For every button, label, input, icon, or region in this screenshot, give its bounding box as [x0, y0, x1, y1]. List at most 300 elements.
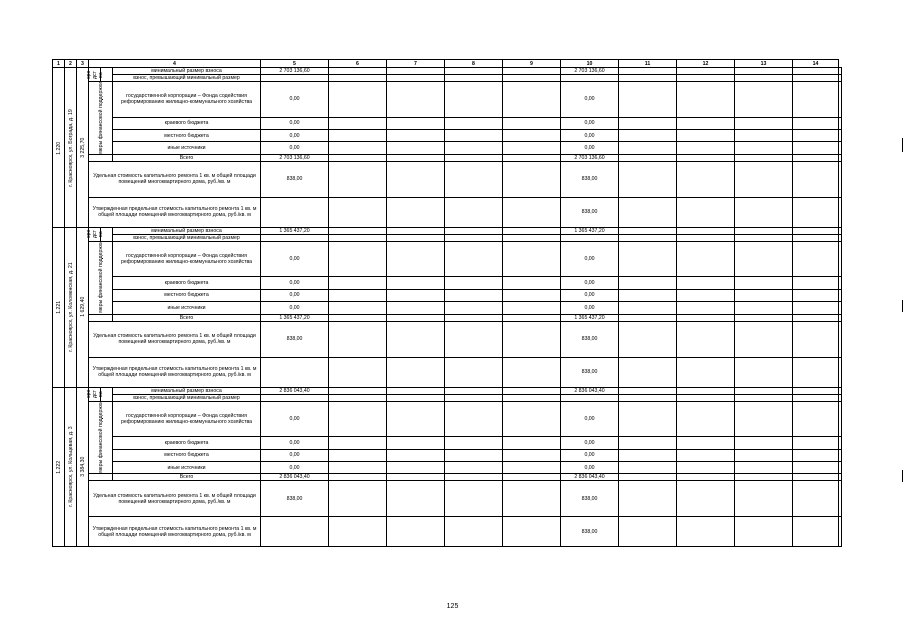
col-3-header: 3 — [77, 60, 89, 68]
value-unit-c10: 838,00 — [561, 481, 619, 517]
value-other-c5: 0,00 — [261, 461, 329, 473]
empty-cell — [619, 117, 677, 129]
empty-cell — [619, 277, 677, 289]
empty-cell — [445, 289, 503, 301]
empty-cell — [839, 517, 842, 547]
label-local: местного бюджета — [113, 129, 261, 141]
empty-cell — [677, 197, 735, 227]
empty-cell — [503, 449, 561, 461]
empty-cell — [619, 437, 677, 449]
label-total: Всего — [113, 154, 261, 161]
empty-cell — [329, 401, 387, 437]
empty-cell — [503, 129, 561, 141]
empty-cell — [839, 117, 842, 129]
empty-cell — [839, 68, 842, 75]
empty-cell — [387, 437, 445, 449]
empty-cell — [793, 241, 839, 277]
empty-cell — [329, 197, 387, 227]
empty-cell — [261, 517, 329, 547]
empty-cell — [445, 68, 503, 75]
empty-cell — [329, 461, 387, 473]
value-regional-c10: 0,00 — [561, 117, 619, 129]
empty-cell — [735, 241, 793, 277]
value-regional-c10: 0,00 — [561, 437, 619, 449]
row-limit-cost — [53, 197, 842, 227]
empty-cell — [387, 474, 445, 481]
empty-cell — [793, 357, 839, 387]
empty-cell — [329, 302, 387, 314]
value-other-c10: 0,00 — [561, 142, 619, 154]
label-unit-cost: Удельная стоимость капитального ремонта 1 кв. м общей площади помещений многоквартирного дома, руб./кв. м — [89, 481, 261, 517]
empty-cell — [503, 241, 561, 277]
empty-cell — [735, 142, 793, 154]
label-regional: краевого бюджета — [113, 277, 261, 289]
empty-cell — [735, 289, 793, 301]
empty-cell — [445, 197, 503, 227]
empty-cell — [329, 289, 387, 301]
value-state-c10: 0,00 — [561, 401, 619, 437]
label-state: государственной корпорации – Фонда содействия реформированию жилищно-коммунального хозяйства — [113, 401, 261, 437]
empty-cell — [503, 142, 561, 154]
col-8-header: 8 — [445, 60, 503, 68]
empty-cell — [445, 474, 503, 481]
row-over-min — [53, 234, 842, 241]
empty-cell — [735, 387, 793, 394]
empty-cell — [329, 227, 387, 234]
fund-label: сре дст ва — [89, 68, 101, 82]
value-limit-c10: 838,00 — [561, 197, 619, 227]
empty-cell — [793, 161, 839, 197]
empty-cell — [793, 302, 839, 314]
value-regional-c10: 0,00 — [561, 277, 619, 289]
empty-cell — [677, 161, 735, 197]
empty-cell — [503, 161, 561, 197]
empty-cell — [261, 394, 329, 401]
block-number: 1.221 — [53, 227, 65, 387]
value-total-c10: 2 703 136,60 — [561, 154, 619, 161]
empty-cell — [735, 401, 793, 437]
empty-cell — [735, 394, 793, 401]
label-limit-cost: Утвержденная предельная стоимость капитального ремонта 1 кв. м общей площади помещений многоквартирного дома, руб./кв. м — [89, 357, 261, 387]
empty-cell — [619, 321, 677, 357]
block-address: г. Красноярск, ул. Бограда, д. 19 — [65, 68, 77, 228]
support-label: меры финансовой поддержки — [89, 82, 113, 155]
empty-cell — [735, 302, 793, 314]
empty-cell — [329, 517, 387, 547]
value-unit-c10: 838,00 — [561, 321, 619, 357]
empty-cell — [839, 197, 842, 227]
empty-cell — [445, 394, 503, 401]
empty-cell — [839, 161, 842, 197]
empty-cell — [503, 461, 561, 473]
empty-cell — [89, 314, 113, 321]
value-limit-c10: 838,00 — [561, 357, 619, 387]
empty-cell — [329, 161, 387, 197]
empty-cell — [89, 154, 113, 161]
row-unit-cost — [53, 161, 842, 197]
label-unit-cost: Удельная стоимость капитального ремонта 1 кв. м общей площади помещений многоквартирного дома, руб./кв. м — [89, 321, 261, 357]
empty-cell — [735, 161, 793, 197]
empty-cell — [387, 117, 445, 129]
owners-label — [101, 227, 113, 241]
empty-cell — [619, 302, 677, 314]
empty-cell — [839, 82, 842, 118]
empty-cell — [445, 161, 503, 197]
owners-label — [101, 68, 113, 82]
empty-cell — [503, 82, 561, 118]
empty-cell — [329, 75, 387, 82]
block-area: 1 629,40 — [77, 227, 89, 387]
repair-cost-table — [52, 59, 842, 547]
col-6-header: 6 — [329, 60, 387, 68]
value-min-c5: 1 365 437,20 — [261, 227, 329, 234]
value-other-c10: 0,00 — [561, 461, 619, 473]
row-total — [53, 314, 842, 321]
empty-cell — [503, 227, 561, 234]
empty-cell — [735, 321, 793, 357]
value-local-c10: 0,00 — [561, 449, 619, 461]
empty-cell — [839, 241, 842, 277]
empty-cell — [445, 129, 503, 141]
empty-cell — [793, 387, 839, 394]
block-area: 3 225,70 — [77, 68, 89, 228]
empty-cell — [793, 461, 839, 473]
owners-label — [101, 387, 113, 401]
value-local-c5: 0,00 — [261, 449, 329, 461]
col-1-header: 1 — [53, 60, 65, 68]
empty-cell — [793, 517, 839, 547]
support-label: меры финансовой поддержки — [89, 401, 113, 474]
empty-cell — [793, 129, 839, 141]
empty-cell — [793, 449, 839, 461]
value-state-c10: 0,00 — [561, 241, 619, 277]
row-regional — [53, 277, 842, 289]
empty-cell — [503, 314, 561, 321]
row-state-corp — [53, 401, 842, 437]
empty-cell — [329, 481, 387, 517]
label-state: государственной корпорации – Фонда содействия реформированию жилищно-коммунального хозяйства — [113, 82, 261, 118]
empty-cell — [445, 437, 503, 449]
empty-cell — [503, 321, 561, 357]
label-other: иные источники — [113, 302, 261, 314]
col-4-header: 4 — [89, 60, 261, 68]
empty-cell — [677, 517, 735, 547]
empty-cell — [677, 129, 735, 141]
empty-cell — [839, 302, 842, 314]
empty-cell — [329, 321, 387, 357]
empty-cell — [619, 394, 677, 401]
row-total — [53, 154, 842, 161]
empty-cell — [329, 387, 387, 394]
empty-cell — [445, 117, 503, 129]
empty-cell — [793, 227, 839, 234]
empty-cell — [503, 197, 561, 227]
empty-cell — [619, 314, 677, 321]
empty-cell — [329, 394, 387, 401]
empty-cell — [677, 394, 735, 401]
empty-cell — [677, 314, 735, 321]
label-local: местного бюджета — [113, 449, 261, 461]
empty-cell — [793, 321, 839, 357]
empty-cell — [839, 461, 842, 473]
col-13-header: 13 — [735, 60, 793, 68]
row-unit-cost — [53, 321, 842, 357]
value-regional-c5: 0,00 — [261, 117, 329, 129]
empty-cell — [839, 357, 842, 387]
row-other — [53, 142, 842, 154]
label-over: взнос, превышающий минимальный размер — [113, 394, 261, 401]
empty-cell — [619, 461, 677, 473]
row-limit-cost — [53, 517, 842, 547]
empty-cell — [445, 142, 503, 154]
empty-cell — [793, 154, 839, 161]
empty-cell — [387, 154, 445, 161]
empty-cell — [677, 289, 735, 301]
block-area: 3 384,30 — [77, 387, 89, 547]
label-min: минимальный размер взноса — [113, 387, 261, 394]
value-min-c10: 1 365 437,20 — [561, 227, 619, 234]
empty-cell — [387, 357, 445, 387]
empty-cell — [387, 68, 445, 75]
empty-cell — [677, 437, 735, 449]
empty-cell — [387, 129, 445, 141]
value-local-c10: 0,00 — [561, 289, 619, 301]
row-over-min — [53, 394, 842, 401]
value-total-c10: 1 365 437,20 — [561, 314, 619, 321]
empty-cell — [793, 117, 839, 129]
empty-cell — [261, 197, 329, 227]
empty-cell — [445, 75, 503, 82]
empty-cell — [735, 314, 793, 321]
row-min-contribution — [53, 68, 842, 75]
empty-cell — [329, 154, 387, 161]
empty-cell — [445, 517, 503, 547]
empty-cell — [839, 75, 842, 82]
empty-cell — [793, 82, 839, 118]
value-other-c10: 0,00 — [561, 302, 619, 314]
empty-cell — [619, 154, 677, 161]
empty-cell — [387, 227, 445, 234]
empty-cell — [387, 401, 445, 437]
value-limit-c10: 838,00 — [561, 517, 619, 547]
right-edge-mark — [902, 470, 903, 482]
empty-cell — [387, 234, 445, 241]
empty-cell — [387, 142, 445, 154]
empty-cell — [619, 82, 677, 118]
empty-cell — [793, 277, 839, 289]
empty-cell — [387, 449, 445, 461]
empty-cell — [839, 129, 842, 141]
empty-cell — [839, 449, 842, 461]
empty-cell — [735, 437, 793, 449]
col-9-header: 9 — [503, 60, 561, 68]
empty-cell — [387, 481, 445, 517]
empty-cell — [677, 227, 735, 234]
value-state-c5: 0,00 — [261, 82, 329, 118]
block-address: г. Красноярск, ул. Коломенская, д. 21 — [65, 227, 77, 387]
col-14-header: 14 — [793, 60, 839, 68]
empty-cell — [261, 75, 329, 82]
empty-cell — [445, 401, 503, 437]
empty-cell — [503, 401, 561, 437]
row-min-contribution — [53, 227, 842, 234]
empty-cell — [735, 197, 793, 227]
empty-cell — [329, 437, 387, 449]
label-total: Всего — [113, 314, 261, 321]
col-5-header: 5 — [261, 60, 329, 68]
row-state-corp — [53, 82, 842, 118]
label-state: государственной корпорации – Фонда содействия реформированию жилищно-коммунального хозяйства — [113, 241, 261, 277]
label-total: Всего — [113, 474, 261, 481]
empty-cell — [503, 387, 561, 394]
label-regional: краевого бюджета — [113, 117, 261, 129]
empty-cell — [793, 197, 839, 227]
empty-cell — [735, 82, 793, 118]
value-min-c10: 2 703 136,60 — [561, 68, 619, 75]
empty-cell — [503, 277, 561, 289]
label-limit-cost: Утвержденная предельная стоимость капитального ремонта 1 кв. м общей площади помещений многоквартирного дома, руб./кв. м — [89, 517, 261, 547]
empty-cell — [735, 234, 793, 241]
empty-cell — [503, 117, 561, 129]
empty-cell — [839, 401, 842, 437]
value-unit-c5: 838,00 — [261, 161, 329, 197]
empty-cell — [619, 517, 677, 547]
empty-cell — [503, 68, 561, 75]
value-regional-c5: 0,00 — [261, 277, 329, 289]
block-number: 1.222 — [53, 387, 65, 547]
empty-cell — [793, 68, 839, 75]
empty-cell — [619, 234, 677, 241]
value-other-c5: 0,00 — [261, 302, 329, 314]
empty-cell — [677, 449, 735, 461]
row-regional — [53, 437, 842, 449]
empty-cell — [619, 387, 677, 394]
page-number: 125 — [446, 603, 459, 610]
empty-cell — [619, 289, 677, 301]
empty-cell — [387, 277, 445, 289]
empty-cell — [677, 68, 735, 75]
row-other — [53, 461, 842, 473]
col-11-header: 11 — [619, 60, 677, 68]
row-min-contribution — [53, 387, 842, 394]
empty-cell — [445, 387, 503, 394]
empty-cell — [793, 75, 839, 82]
value-min-c5: 2 836 043,40 — [261, 387, 329, 394]
empty-cell — [619, 227, 677, 234]
label-over: взнос, превышающий минимальный размер — [113, 75, 261, 82]
value-local-c5: 0,00 — [261, 289, 329, 301]
fund-label: сре дст ва — [89, 387, 101, 401]
empty-cell — [619, 241, 677, 277]
empty-cell — [445, 82, 503, 118]
col-7-header: 7 — [387, 60, 445, 68]
value-state-c5: 0,00 — [261, 401, 329, 437]
empty-cell — [677, 82, 735, 118]
empty-cell — [89, 474, 113, 481]
empty-cell — [677, 461, 735, 473]
value-state-c5: 0,00 — [261, 241, 329, 277]
label-unit-cost: Удельная стоимость капитального ремонта 1 кв. м общей площади помещений многоквартирного дома, руб./кв. м — [89, 161, 261, 197]
empty-cell — [387, 161, 445, 197]
value-min-c5: 2 703 136,60 — [261, 68, 329, 75]
empty-cell — [735, 357, 793, 387]
empty-cell — [445, 449, 503, 461]
value-unit-c5: 838,00 — [261, 321, 329, 357]
empty-cell — [387, 517, 445, 547]
empty-cell — [503, 289, 561, 301]
empty-cell — [261, 357, 329, 387]
value-total-c10: 2 836 043,40 — [561, 474, 619, 481]
value-unit-c5: 838,00 — [261, 481, 329, 517]
empty-cell — [503, 75, 561, 82]
empty-cell — [619, 75, 677, 82]
empty-cell — [619, 481, 677, 517]
empty-cell — [387, 314, 445, 321]
empty-cell — [677, 401, 735, 437]
empty-cell — [735, 449, 793, 461]
row-unit-cost — [53, 481, 842, 517]
empty-cell — [445, 481, 503, 517]
empty-cell — [677, 321, 735, 357]
empty-cell — [445, 241, 503, 277]
empty-cell — [561, 394, 619, 401]
value-total-c5: 2 836 043,40 — [261, 474, 329, 481]
empty-cell — [387, 289, 445, 301]
fund-label: сре дст ва — [89, 227, 101, 241]
empty-cell — [735, 129, 793, 141]
empty-cell — [445, 302, 503, 314]
empty-cell — [503, 437, 561, 449]
empty-cell — [735, 481, 793, 517]
empty-cell — [619, 142, 677, 154]
label-limit-cost: Утвержденная предельная стоимость капитального ремонта 1 кв. м общей площади помещений многоквартирного дома, руб./кв. м — [89, 197, 261, 227]
empty-cell — [839, 437, 842, 449]
empty-cell — [619, 474, 677, 481]
empty-cell — [329, 68, 387, 75]
empty-cell — [735, 461, 793, 473]
empty-cell — [793, 394, 839, 401]
empty-cell — [839, 234, 842, 241]
empty-cell — [839, 142, 842, 154]
row-other — [53, 302, 842, 314]
value-state-c10: 0,00 — [561, 82, 619, 118]
empty-cell — [793, 234, 839, 241]
empty-cell — [677, 357, 735, 387]
empty-cell — [677, 75, 735, 82]
col-10-header: 10 — [561, 60, 619, 68]
empty-cell — [445, 277, 503, 289]
value-local-c5: 0,00 — [261, 129, 329, 141]
label-min: минимальный размер взноса — [113, 227, 261, 234]
support-label: меры финансовой поддержки — [89, 241, 113, 314]
empty-cell — [387, 394, 445, 401]
row-local — [53, 449, 842, 461]
empty-cell — [793, 289, 839, 301]
row-total — [53, 474, 842, 481]
empty-cell — [619, 197, 677, 227]
empty-cell — [445, 461, 503, 473]
empty-cell — [839, 387, 842, 394]
value-total-c5: 2 703 136,60 — [261, 154, 329, 161]
empty-cell — [261, 234, 329, 241]
empty-cell — [677, 142, 735, 154]
empty-cell — [387, 197, 445, 227]
empty-cell — [445, 234, 503, 241]
empty-cell — [677, 387, 735, 394]
label-other: иные источники — [113, 142, 261, 154]
empty-cell — [619, 68, 677, 75]
empty-cell — [561, 234, 619, 241]
